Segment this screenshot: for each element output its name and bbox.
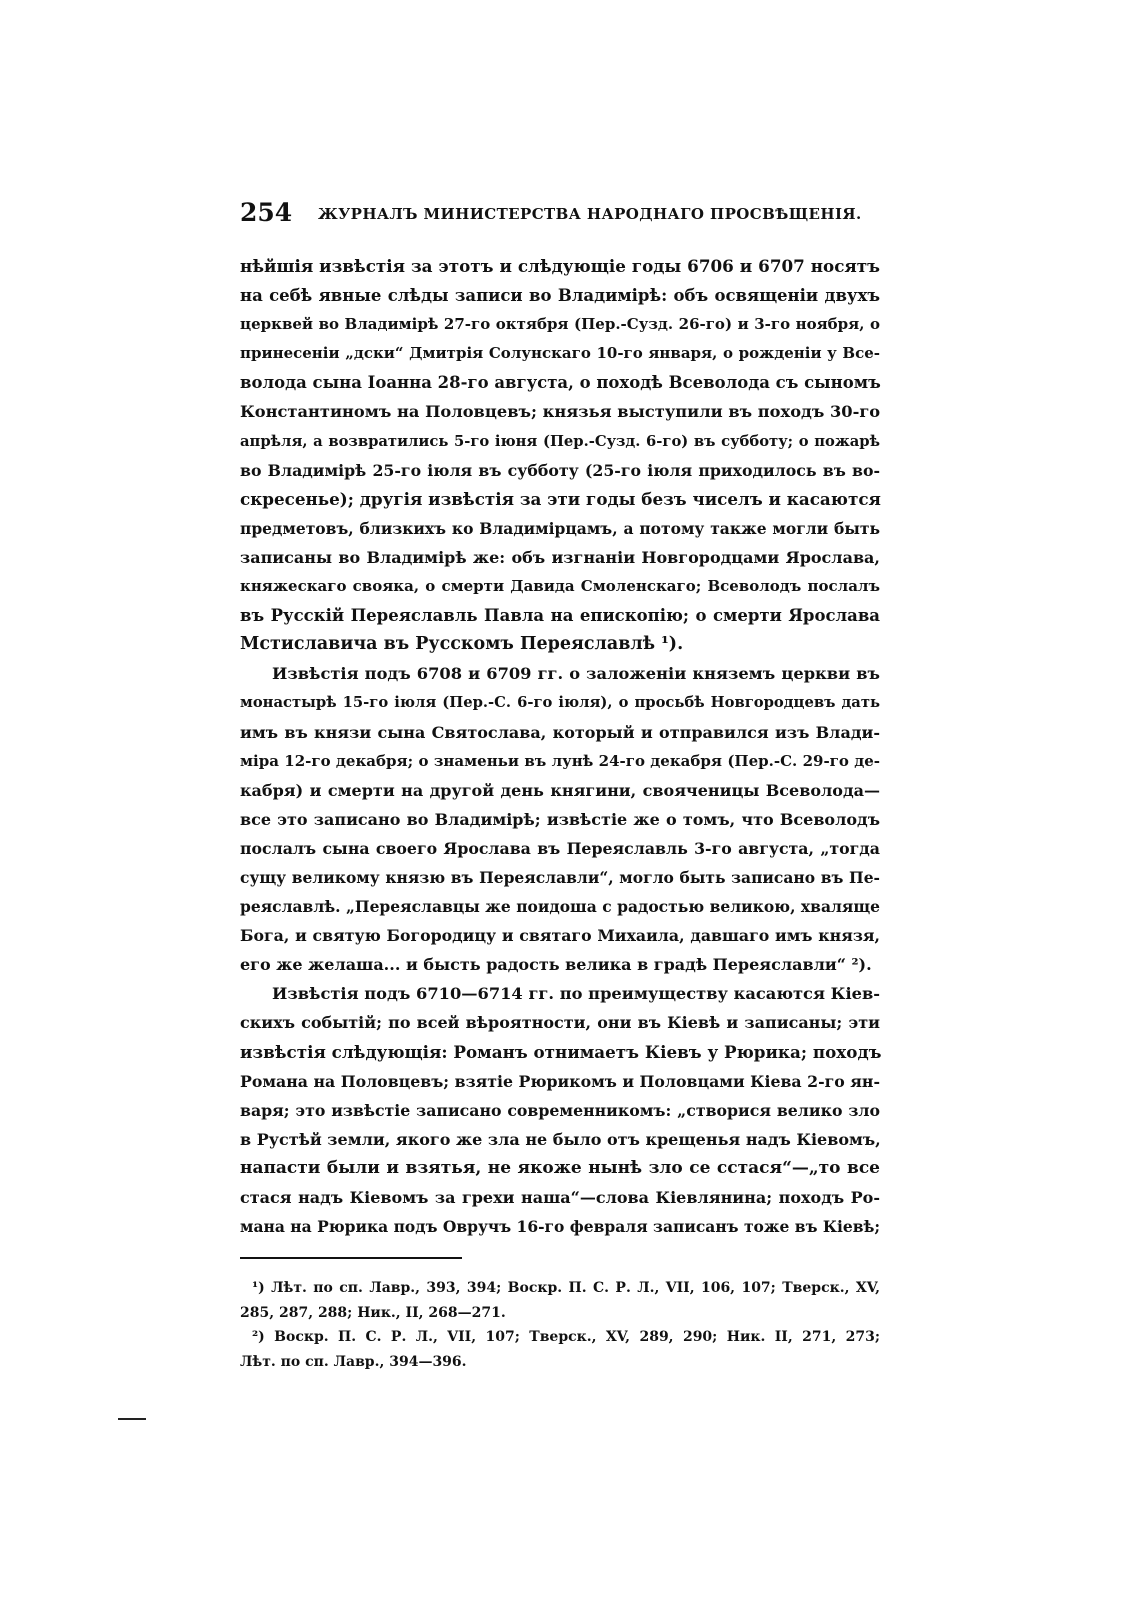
text-line: послалъ сына своего Ярослава въ Переяславль 3-го августа, „тогда <box>240 838 880 858</box>
text-line: предметовъ, близкихъ ко Владимірцамъ, а потому также могли быть <box>240 518 880 538</box>
text-line: реяславлѣ. „Переяславцы же поидоша с радостью великою, хваляще <box>240 897 880 917</box>
text-line: волода сына Іоанна 28-го августа, о походѣ Всеволода съ сыномъ <box>240 373 881 393</box>
text-line: нѣйшія извѣстія за этотъ и слѣдующіе годы 6706 и 6707 носятъ <box>240 256 880 276</box>
text-line: въ Русскій Переяславль Павла на епископію; о смерти Ярослава <box>240 606 880 626</box>
text-line: скресенье); другія извѣстія за эти годы безъ чиселъ и касаются <box>240 488 881 509</box>
page-number: 254 <box>240 198 293 227</box>
footnote-line: Лѣт. по сп. Лавр., 394—396. <box>240 1353 467 1370</box>
text-line: стася надъ Кіевомъ за грехи наша“—слова Кіевлянина; походъ Ро- <box>240 1188 880 1207</box>
text-line: княжескаго свояка, о смерти Давида Смоленскаго; Всеволодъ послалъ <box>240 577 880 596</box>
text-line: варя; это извѣстіе записано современникомъ: „створися велико зло <box>240 1100 880 1120</box>
text-line: кабря) и смерти на другой день княгини, свояченицы Всеволода— <box>240 780 880 800</box>
running-title: ЖУРНАЛЪ МИНИСТЕРСТВА НАРОДНАГО ПРОСВѢЩЕНІЯ. <box>318 205 862 223</box>
footnote-line: ¹) Лѣт. по сп. Лавр., 393, 394; Воскр. П. С. Р. Л., VII, 106, 107; Тверск., XV, <box>252 1280 880 1296</box>
text-line: имъ въ князи сына Святослава, который и отправился изъ Влади- <box>240 722 880 742</box>
footnotes <box>240 1276 880 1374</box>
text-line: Извѣстія подъ 6708 и 6709 гг. о заложеніи княземъ церкви въ <box>272 664 880 684</box>
footnote-line: ²) Воскр. П. С. Р. Л., VII, 107; Тверск., XV, 289, 290; Ник. II, 271, 273; <box>252 1329 880 1345</box>
text-line: записаны во Владимірѣ же: объ изгнаніи Новгородцами Ярослава, <box>240 547 880 567</box>
text-line: на себѣ явные слѣды записи во Владимірѣ: объ освященіи двухъ <box>240 286 880 306</box>
text-line: во Владимірѣ 25-го іюля въ субботу (25-го іюля приходилось въ во- <box>240 460 880 480</box>
text-line: Бога, и святую Богородицу и святаго Михаила, давшаго имъ князя, <box>240 926 880 946</box>
text-line: напасти были и взятья, не якоже нынѣ зло се сстася“—„то все <box>240 1157 880 1178</box>
margin-mark <box>118 1418 146 1420</box>
text-line: принесеніи „дски“ Дмитрія Солунскаго 10-го января, о рожденіи у Все- <box>240 344 880 363</box>
footnote-divider <box>240 1257 462 1259</box>
text-line: скихъ событій; по всей вѣроятности, они въ Кіевѣ и записаны; эти <box>240 1013 880 1033</box>
text-line: извѣстія слѣдующія: Романъ отнимаетъ Кіевъ у Рюрика; походъ <box>240 1041 882 1062</box>
text-line: апрѣля, а возвратились 5-го іюня (Пер.-Сузд. 6-го) въ субботу; о пожарѣ <box>240 432 880 450</box>
text-line: Константиномъ на Половцевъ; князья выступили въ походъ 30-го <box>240 402 881 422</box>
footnote-line: 285, 287, 288; Ник., II, 268—271. <box>240 1304 506 1321</box>
text-line: міра 12-го декабря; о знаменьи въ лунѣ 24-го декабря (Пер.-С. 29-го де- <box>240 751 880 770</box>
text-line: все это записано во Владимірѣ; извѣстіе же о томъ, что Всеволодъ <box>240 809 880 829</box>
text-line: мана на Рюрика подъ Овручъ 16-го февраля записанъ тоже въ Кіевѣ; <box>240 1217 881 1237</box>
page-header <box>240 198 880 234</box>
text-line: монастырѣ 15-го іюля (Пер.-С. 6-го іюля), о просьбѣ Новгородцевъ дать <box>240 694 880 712</box>
text-line: Романа на Половцевъ; взятіе Рюрикомъ и Половцами Кіева 2-го ян- <box>240 1071 880 1091</box>
text-line: Мстиславича въ Русскомъ Переяславлѣ ¹). <box>240 634 684 655</box>
body-text <box>240 252 880 1241</box>
text-line: Извѣстія подъ 6710—6714 гг. по преимуществу касаются Кіев- <box>272 984 880 1004</box>
text-line: церквей во Владимірѣ 27-го октября (Пер.-Сузд. 26-го) и 3-го ноября, о <box>240 315 880 334</box>
text-line: его же желаша... и бысть радость велика в градѣ Переяславли“ ²). <box>240 955 872 975</box>
text-line: сущу великому князю въ Переяславли“, могло быть записано въ Пе- <box>240 867 880 887</box>
text-line: в Рустѣй земли, якого же зла не было отъ крещенья надъ Кіевомъ, <box>240 1129 881 1149</box>
